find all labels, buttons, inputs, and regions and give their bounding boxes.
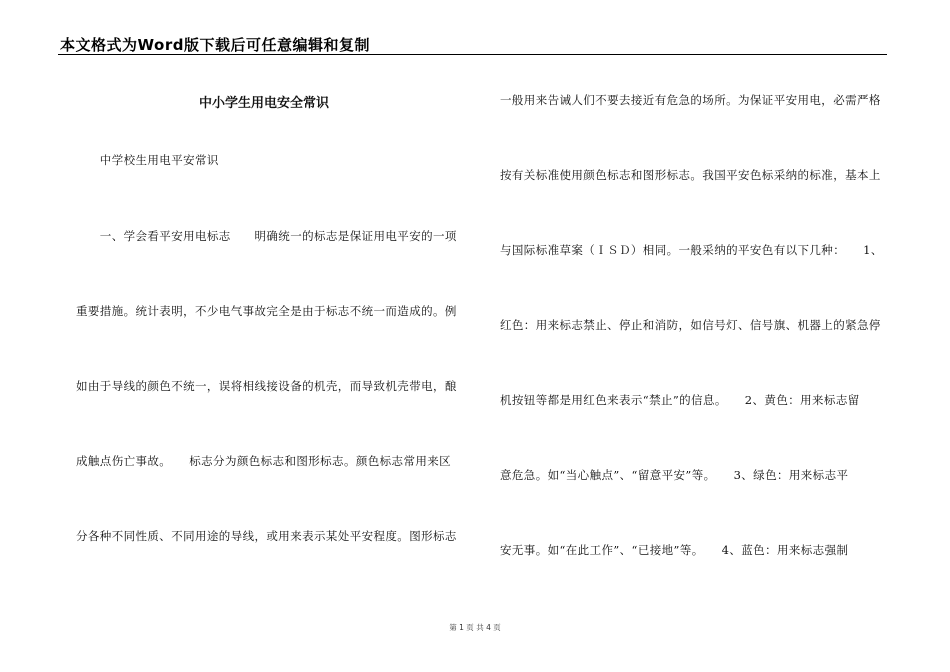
document-banner: 本文格式为Word版下载后可任意编辑和复制 [60, 36, 370, 54]
text-line: 一般用来告诫人们不要去接近有危急的场所。为保证平安用电，必需严格 [500, 93, 881, 107]
text-line: 意危急。如“当心触点”、“留意平安”等。 3、绿色：用来标志平 [500, 468, 849, 482]
text-line: 红色：用来标志禁止、停止和消防，如信号灯、信号旗、机器上的紧急停 [500, 318, 881, 332]
text-line: 按有关标准使用颜色标志和图形标志。我国平安色标采纳的标准，基本上 [500, 168, 881, 182]
text-line: 分各种不同性质、不同用途的导线，或用来表示某处平安程度。图形标志 [76, 529, 457, 543]
text-line: 机按钮等都是用红色来表示“禁止”的信息。 2、黄色：用来标志留 [500, 393, 860, 407]
page-number: 第 1 页 共 4 页 [449, 623, 501, 632]
header-divider [58, 54, 887, 55]
text-line: 中学校生用电平安常识 [76, 153, 219, 167]
text-line: 安无事。如“在此工作”、“已接地”等。 4、蓝色：用来标志强制 [500, 543, 849, 557]
text-line: 如由于导线的颜色不统一，误将相线接设备的机壳，而导致机壳带电，酿 [76, 379, 457, 393]
document-title: 中小学生用电安全常识 [198, 96, 329, 111]
text-line: 重要措施。统计表明，不少电气事故完全是由于标志不统一而造成的。例 [76, 304, 457, 318]
text-line: 成触点伤亡事故。 标志分为颜色标志和图形标志。颜色标志常用来区 [76, 454, 452, 468]
text-line: 与国际标准草案（ＩＳＤ）相同。一般采纳的平安色有以下几种： 1、 [500, 243, 883, 257]
text-line: 一、学会看平安用电标志 明确统一的标志是保证用电平安的一项 [76, 229, 457, 243]
